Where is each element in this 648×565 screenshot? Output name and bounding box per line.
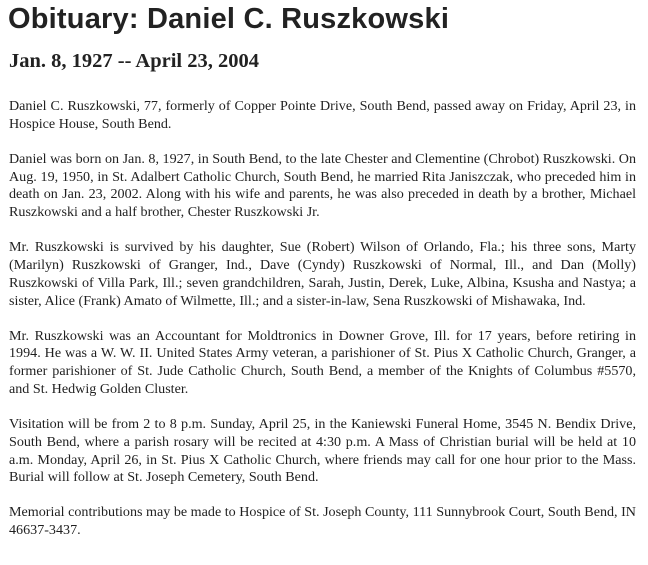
- paragraph-survivors: Mr. Ruszkowski is survived by his daughter, Sue (Robert) Wilson of Orlando, Fla.; his three sons, Marty (Marilyn) Ruszkowski of Granger, Ind., Dave (Cyndy) Ruszkowski of Normal, Ill., and Dan (Molly) Ruszkowski of Villa Park, Ill.; seven grandchildren, Sarah, Justin, Derek, Luke, Albina, Ksusha and Nastya; a sister, Alice (Frank) Amato of Wilmette, Ill.; and a sister-in-law, Sena Ruszkowski of Mishawaka, Ind.: [9, 239, 636, 309]
- paragraph-death-notice: Daniel C. Ruszkowski, 77, formerly of Copper Pointe Drive, South Bend, passed away on Friday, April 23, in Hospice House, South Bend.: [9, 98, 636, 132]
- paragraph-services: Visitation will be from 2 to 8 p.m. Sunday, April 25, in the Kaniewski Funeral Home, 3545 N. Bendix Drive, South Bend, where a parish rosary will be recited at 4:30 p.m. A Mass of Christian burial will be held at 10 a.m. Monday, April 26, in St. Pius X Catholic Church, where friends may call for one hour prior to the Mass. Burial will follow at St. Joseph Cemetery, South Bend.: [9, 415, 636, 486]
- obituary-title: Obituary: Daniel C. Ruszkowski: [8, 3, 450, 35]
- paragraph-memorials: Memorial contributions may be made to Hospice of St. Joseph County, 111 Sunnybrook Court, South Bend, IN 46637-3437.: [9, 504, 636, 539]
- paragraph-biography: Daniel was born on Jan. 8, 1927, in South Bend, to the late Chester and Clementine (Chrobot) Ruszkowski. On Aug. 19, 1950, in St. Adalbert Catholic Church, South Bend, he married Rita Janiszczak, who preceded him in death on Jan. 23, 2002. Along with his wife and parents, he was also preceded in death by a brother, Michael Ruszkowski and a half brother, Chester Ruszkowski Jr.: [9, 150, 636, 221]
- life-dates: Jan. 8, 1927 -- April 23, 2004: [9, 50, 259, 72]
- obituary-body: [9, 98, 636, 540]
- paragraph-career: Mr. Ruszkowski was an Accountant for Moldtronics in Downer Grove, Ill. for 17 years, before retiring in 1994. He was a W. W. II. United States Army veteran, a parishioner of St. Pius X Catholic Church, Granger, a former parishioner of St. Jude Catholic Church, South Bend, a member of the Knights of Columbus #5570, and St. Hedwig Golden Cluster.: [9, 327, 636, 397]
